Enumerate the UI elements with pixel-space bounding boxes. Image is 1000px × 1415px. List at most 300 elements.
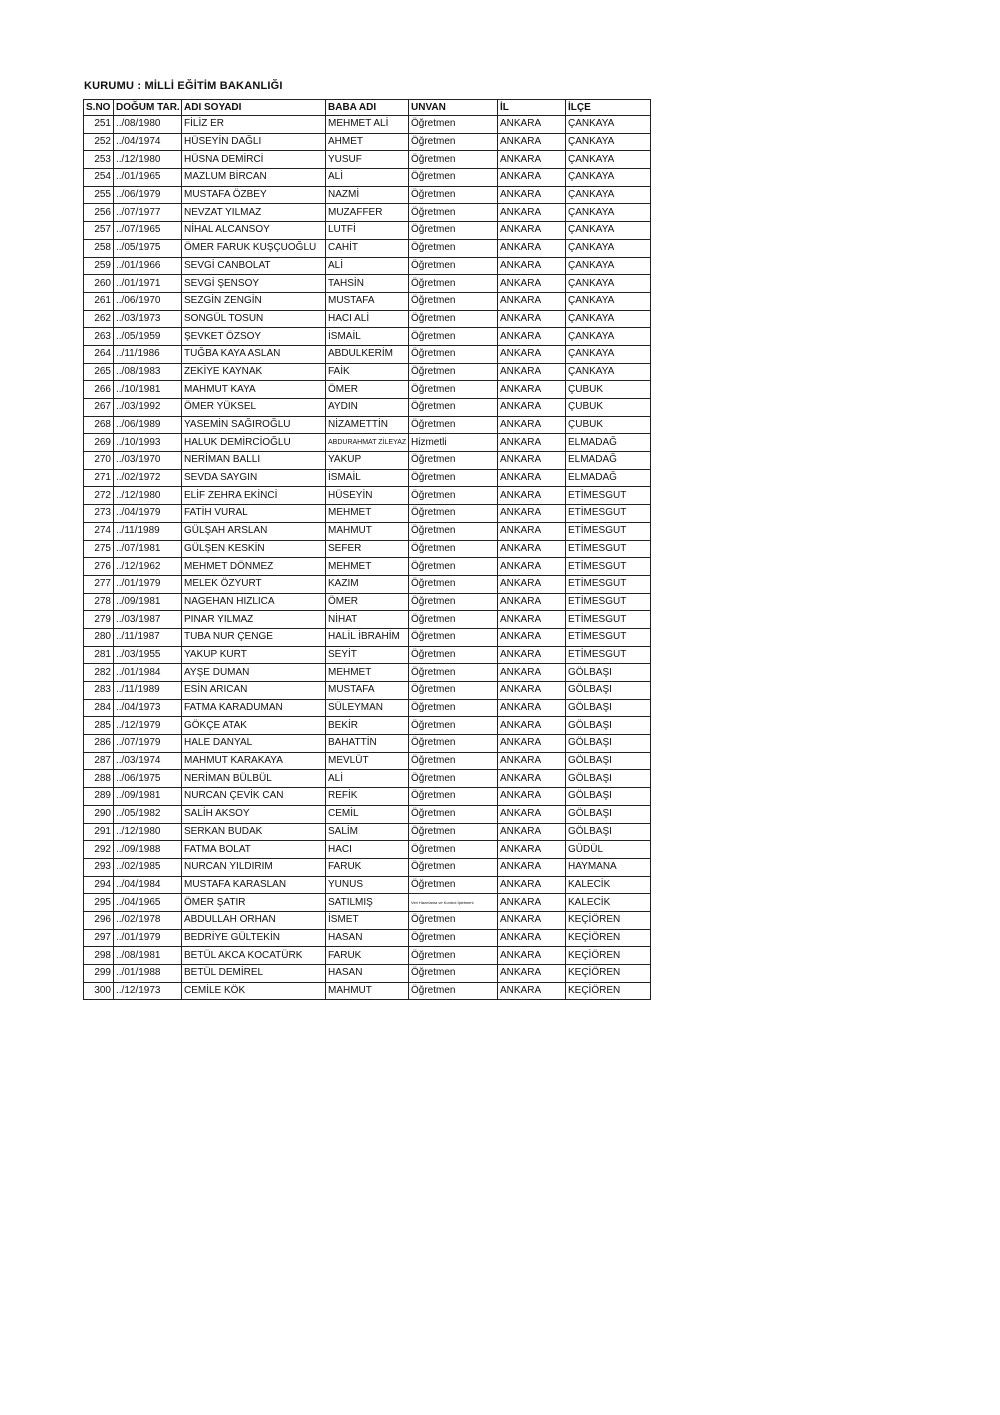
cell-father-name: FARUK <box>326 858 409 876</box>
cell-birth-date: ../03/1973 <box>114 310 182 328</box>
cell-district: ELMADAĞ <box>566 469 651 487</box>
cell-province: ANKARA <box>498 858 566 876</box>
cell-birth-date: ../03/1955 <box>114 646 182 664</box>
cell-district: ÇANKAYA <box>566 257 651 275</box>
header-province: İL <box>498 100 566 116</box>
cell-birth-date: ../11/1987 <box>114 628 182 646</box>
cell-province: ANKARA <box>498 505 566 523</box>
cell-district: ÇANKAYA <box>566 133 651 151</box>
cell-title: Öğretmen <box>409 169 498 187</box>
cell-province: ANKARA <box>498 699 566 717</box>
cell-birth-date: ../11/1986 <box>114 345 182 363</box>
cell-province: ANKARA <box>498 204 566 222</box>
cell-birth-date: ../02/1978 <box>114 911 182 929</box>
table-row <box>84 292 651 310</box>
cell-district: GÜDÜL <box>566 841 651 859</box>
cell-sno: 285 <box>84 717 114 735</box>
cell-full-name: SEVGİ ŞENSOY <box>182 275 326 293</box>
cell-full-name: AYŞE DUMAN <box>182 664 326 682</box>
cell-full-name: TUBA NUR ÇENGE <box>182 628 326 646</box>
cell-district: ETİMESGUT <box>566 646 651 664</box>
cell-birth-date: ../04/1984 <box>114 876 182 894</box>
cell-birth-date: ../01/1971 <box>114 275 182 293</box>
cell-sno: 297 <box>84 929 114 947</box>
cell-birth-date: ../09/1981 <box>114 593 182 611</box>
cell-full-name: ÖMER FARUK KUŞÇUOĞLU <box>182 239 326 257</box>
cell-full-name: MAHMUT KARAKAYA <box>182 752 326 770</box>
table-row <box>84 682 651 700</box>
table-row <box>84 876 651 894</box>
cell-birth-date: ../07/1981 <box>114 540 182 558</box>
cell-title: Öğretmen <box>409 522 498 540</box>
header-district: İLÇE <box>566 100 651 116</box>
cell-full-name: MELEK ÖZYURT <box>182 575 326 593</box>
cell-province: ANKARA <box>498 469 566 487</box>
cell-birth-date: ../11/1989 <box>114 522 182 540</box>
cell-full-name: FATMA BOLAT <box>182 841 326 859</box>
cell-father-name: SALİM <box>326 823 409 841</box>
cell-full-name: YAKUP KURT <box>182 646 326 664</box>
cell-father-name: İSMET <box>326 911 409 929</box>
cell-birth-date: ../05/1982 <box>114 805 182 823</box>
cell-province: ANKARA <box>498 363 566 381</box>
cell-province: ANKARA <box>498 682 566 700</box>
cell-sno: 270 <box>84 452 114 470</box>
cell-province: ANKARA <box>498 593 566 611</box>
cell-father-name: ABDURAHMAT ZİLEYAZ <box>326 434 409 452</box>
cell-father-name: ALİ <box>326 257 409 275</box>
cell-birth-date: ../05/1959 <box>114 328 182 346</box>
cell-title: Öğretmen <box>409 186 498 204</box>
cell-district: ETİMESGUT <box>566 628 651 646</box>
cell-province: ANKARA <box>498 239 566 257</box>
cell-province: ANKARA <box>498 186 566 204</box>
cell-birth-date: ../06/1970 <box>114 292 182 310</box>
table-row <box>84 381 651 399</box>
cell-title: Öğretmen <box>409 575 498 593</box>
cell-title: Öğretmen <box>409 823 498 841</box>
cell-birth-date: ../01/1984 <box>114 664 182 682</box>
cell-father-name: ALİ <box>326 770 409 788</box>
cell-full-name: HÜSEYİN DAĞLI <box>182 133 326 151</box>
cell-father-name: İSMAİL <box>326 328 409 346</box>
header-father-name: BABA ADI <box>326 100 409 116</box>
cell-birth-date: ../06/1989 <box>114 416 182 434</box>
table-row <box>84 257 651 275</box>
cell-father-name: MEVLÜT <box>326 752 409 770</box>
cell-sno: 278 <box>84 593 114 611</box>
cell-sno: 291 <box>84 823 114 841</box>
cell-full-name: HÜSNA DEMİRCİ <box>182 151 326 169</box>
cell-title: Öğretmen <box>409 947 498 965</box>
cell-province: ANKARA <box>498 770 566 788</box>
cell-sno: 284 <box>84 699 114 717</box>
cell-sno: 289 <box>84 788 114 806</box>
cell-birth-date: ../04/1973 <box>114 699 182 717</box>
cell-birth-date: ../07/1979 <box>114 735 182 753</box>
cell-birth-date: ../03/1970 <box>114 452 182 470</box>
cell-birth-date: ../12/1980 <box>114 823 182 841</box>
cell-sno: 299 <box>84 965 114 983</box>
cell-province: ANKARA <box>498 664 566 682</box>
table-row <box>84 151 651 169</box>
cell-district: GÖLBAŞI <box>566 699 651 717</box>
cell-birth-date: ../01/1979 <box>114 929 182 947</box>
cell-title: Öğretmen <box>409 133 498 151</box>
cell-sno: 256 <box>84 204 114 222</box>
table-row <box>84 699 651 717</box>
cell-birth-date: ../12/1962 <box>114 558 182 576</box>
cell-full-name: NURCAN YILDIRIM <box>182 858 326 876</box>
cell-sno: 276 <box>84 558 114 576</box>
cell-district: ÇANKAYA <box>566 275 651 293</box>
cell-title: Öğretmen <box>409 116 498 134</box>
cell-father-name: FAİK <box>326 363 409 381</box>
cell-father-name: HÜSEYİN <box>326 487 409 505</box>
cell-sno: 279 <box>84 611 114 629</box>
cell-title: Öğretmen <box>409 593 498 611</box>
cell-father-name: KAZIM <box>326 575 409 593</box>
table-row <box>84 416 651 434</box>
cell-district: ETİMESGUT <box>566 540 651 558</box>
cell-province: ANKARA <box>498 788 566 806</box>
cell-title: Öğretmen <box>409 363 498 381</box>
table-row <box>84 186 651 204</box>
cell-full-name: SEZGİN ZENGİN <box>182 292 326 310</box>
cell-district: KALECİK <box>566 894 651 912</box>
cell-province: ANKARA <box>498 116 566 134</box>
cell-sno: 267 <box>84 399 114 417</box>
table-row <box>84 858 651 876</box>
cell-title: Öğretmen <box>409 770 498 788</box>
cell-district: ETİMESGUT <box>566 558 651 576</box>
table-row <box>84 399 651 417</box>
cell-sno: 269 <box>84 434 114 452</box>
cell-sno: 255 <box>84 186 114 204</box>
cell-father-name: BEKİR <box>326 717 409 735</box>
cell-father-name: HASAN <box>326 965 409 983</box>
cell-title: Öğretmen <box>409 717 498 735</box>
cell-father-name: HACI <box>326 841 409 859</box>
table-row <box>84 841 651 859</box>
cell-father-name: TAHSİN <box>326 275 409 293</box>
cell-full-name: BEDRİYE GÜLTEKİN <box>182 929 326 947</box>
table-row <box>84 805 651 823</box>
cell-province: ANKARA <box>498 169 566 187</box>
cell-district: ÇANKAYA <box>566 186 651 204</box>
cell-title: Öğretmen <box>409 805 498 823</box>
cell-title: Öğretmen <box>409 929 498 947</box>
cell-birth-date: ../06/1979 <box>114 186 182 204</box>
cell-full-name: MEHMET DÖNMEZ <box>182 558 326 576</box>
cell-sno: 266 <box>84 381 114 399</box>
cell-province: ANKARA <box>498 540 566 558</box>
cell-full-name: NEVZAT YILMAZ <box>182 204 326 222</box>
cell-district: ÇANKAYA <box>566 204 651 222</box>
cell-province: ANKARA <box>498 611 566 629</box>
cell-district: ÇANKAYA <box>566 292 651 310</box>
cell-birth-date: ../09/1981 <box>114 788 182 806</box>
cell-full-name: YASEMİN SAĞIROĞLU <box>182 416 326 434</box>
cell-father-name: LUTFİ <box>326 222 409 240</box>
table-row <box>84 628 651 646</box>
cell-full-name: HALE DANYAL <box>182 735 326 753</box>
cell-father-name: YUSUF <box>326 151 409 169</box>
cell-district: GÖLBAŞI <box>566 682 651 700</box>
cell-district: GÖLBAŞI <box>566 735 651 753</box>
cell-birth-date: ../12/1980 <box>114 487 182 505</box>
cell-birth-date: ../02/1972 <box>114 469 182 487</box>
cell-sno: 254 <box>84 169 114 187</box>
cell-father-name: NAZMİ <box>326 186 409 204</box>
cell-title: Öğretmen <box>409 664 498 682</box>
cell-title: Öğretmen <box>409 788 498 806</box>
cell-full-name: ŞEVKET ÖZSOY <box>182 328 326 346</box>
cell-father-name: HALİL İBRAHİM <box>326 628 409 646</box>
cell-sno: 272 <box>84 487 114 505</box>
cell-district: ELMADAĞ <box>566 452 651 470</box>
cell-district: GÖLBAŞI <box>566 770 651 788</box>
cell-district: ÇANKAYA <box>566 116 651 134</box>
cell-title: Öğretmen <box>409 540 498 558</box>
cell-father-name: AYDIN <box>326 399 409 417</box>
cell-birth-date: ../03/1992 <box>114 399 182 417</box>
table-row <box>84 239 651 257</box>
cell-father-name: ABDULKERİM <box>326 345 409 363</box>
cell-province: ANKARA <box>498 275 566 293</box>
cell-province: ANKARA <box>498 752 566 770</box>
cell-sno: 293 <box>84 858 114 876</box>
cell-birth-date: ../01/1966 <box>114 257 182 275</box>
table-row <box>84 505 651 523</box>
cell-father-name: YAKUP <box>326 452 409 470</box>
header-full-name: ADI SOYADI <box>182 100 326 116</box>
cell-title: Öğretmen <box>409 982 498 1000</box>
cell-district: ETİMESGUT <box>566 487 651 505</box>
cell-father-name: HASAN <box>326 929 409 947</box>
cell-birth-date: ../12/1973 <box>114 982 182 1000</box>
cell-birth-date: ../07/1977 <box>114 204 182 222</box>
cell-sno: 281 <box>84 646 114 664</box>
cell-province: ANKARA <box>498 646 566 664</box>
cell-district: ÇUBUK <box>566 399 651 417</box>
table-row <box>84 522 651 540</box>
cell-father-name: FARUK <box>326 947 409 965</box>
cell-father-name: MEHMET <box>326 558 409 576</box>
cell-birth-date: ../10/1993 <box>114 434 182 452</box>
cell-father-name: REFİK <box>326 788 409 806</box>
cell-district: HAYMANA <box>566 858 651 876</box>
cell-father-name: BAHATTİN <box>326 735 409 753</box>
cell-title: Öğretmen <box>409 505 498 523</box>
cell-title: Öğretmen <box>409 628 498 646</box>
cell-birth-date: ../06/1975 <box>114 770 182 788</box>
table-row <box>84 487 651 505</box>
cell-district: KEÇİÖREN <box>566 929 651 947</box>
table-row <box>84 611 651 629</box>
table-row <box>84 894 651 912</box>
cell-father-name: MUSTAFA <box>326 292 409 310</box>
cell-father-name: İSMAİL <box>326 469 409 487</box>
cell-district: KEÇİÖREN <box>566 947 651 965</box>
cell-province: ANKARA <box>498 399 566 417</box>
cell-title: Öğretmen <box>409 416 498 434</box>
cell-title: Öğretmen <box>409 487 498 505</box>
cell-full-name: SALİH AKSOY <box>182 805 326 823</box>
cell-district: GÖLBAŞI <box>566 752 651 770</box>
cell-district: ÇANKAYA <box>566 222 651 240</box>
cell-full-name: BETÜL DEMİREL <box>182 965 326 983</box>
cell-sno: 300 <box>84 982 114 1000</box>
cell-sno: 294 <box>84 876 114 894</box>
cell-sno: 292 <box>84 841 114 859</box>
cell-full-name: ÖMER YÜKSEL <box>182 399 326 417</box>
cell-province: ANKARA <box>498 841 566 859</box>
cell-full-name: FATİH VURAL <box>182 505 326 523</box>
cell-father-name: YUNUS <box>326 876 409 894</box>
header-title: UNVAN <box>409 100 498 116</box>
table-row <box>84 558 651 576</box>
cell-father-name: MUSTAFA <box>326 682 409 700</box>
cell-sno: 283 <box>84 682 114 700</box>
cell-title: Veri Hazırlama ve Kontrol İşletmeni <box>409 894 498 912</box>
cell-province: ANKARA <box>498 982 566 1000</box>
cell-district: KALECİK <box>566 876 651 894</box>
cell-title: Öğretmen <box>409 452 498 470</box>
cell-province: ANKARA <box>498 434 566 452</box>
cell-province: ANKARA <box>498 416 566 434</box>
cell-province: ANKARA <box>498 381 566 399</box>
cell-title: Öğretmen <box>409 876 498 894</box>
table-row <box>84 363 651 381</box>
cell-sno: 262 <box>84 310 114 328</box>
cell-birth-date: ../04/1965 <box>114 894 182 912</box>
cell-father-name: CAHİT <box>326 239 409 257</box>
cell-province: ANKARA <box>498 522 566 540</box>
cell-title: Öğretmen <box>409 257 498 275</box>
table-row <box>84 133 651 151</box>
table-row <box>84 664 651 682</box>
cell-district: ÇANKAYA <box>566 151 651 169</box>
cell-father-name: CEMİL <box>326 805 409 823</box>
cell-province: ANKARA <box>498 965 566 983</box>
cell-district: ÇANKAYA <box>566 345 651 363</box>
cell-birth-date: ../01/1965 <box>114 169 182 187</box>
cell-district: ETİMESGUT <box>566 575 651 593</box>
cell-title: Öğretmen <box>409 558 498 576</box>
cell-sno: 280 <box>84 628 114 646</box>
cell-full-name: GÜLŞAH ARSLAN <box>182 522 326 540</box>
cell-title: Öğretmen <box>409 752 498 770</box>
table-row <box>84 788 651 806</box>
table-row <box>84 204 651 222</box>
cell-full-name: GÜLŞEN KESKİN <box>182 540 326 558</box>
cell-title: Öğretmen <box>409 204 498 222</box>
cell-sno: 265 <box>84 363 114 381</box>
table-row <box>84 452 651 470</box>
cell-full-name: ÖMER ŞATIR <box>182 894 326 912</box>
cell-father-name: MEHMET ALİ <box>326 116 409 134</box>
cell-sno: 251 <box>84 116 114 134</box>
cell-sno: 282 <box>84 664 114 682</box>
cell-full-name: ZEKİYE KAYNAK <box>182 363 326 381</box>
cell-full-name: SERKAN BUDAK <box>182 823 326 841</box>
cell-province: ANKARA <box>498 805 566 823</box>
cell-province: ANKARA <box>498 717 566 735</box>
cell-full-name: MAZLUM BİRCAN <box>182 169 326 187</box>
cell-title: Öğretmen <box>409 469 498 487</box>
cell-province: ANKARA <box>498 558 566 576</box>
table-row <box>84 345 651 363</box>
table-header-row <box>84 100 651 116</box>
cell-province: ANKARA <box>498 133 566 151</box>
table-row <box>84 947 651 965</box>
cell-title: Hizmetli <box>409 434 498 452</box>
cell-father-name: MAHMUT <box>326 522 409 540</box>
cell-birth-date: ../04/1974 <box>114 133 182 151</box>
cell-district: ÇUBUK <box>566 416 651 434</box>
cell-province: ANKARA <box>498 257 566 275</box>
cell-province: ANKARA <box>498 929 566 947</box>
cell-district: KEÇİÖREN <box>566 965 651 983</box>
cell-title: Öğretmen <box>409 858 498 876</box>
cell-province: ANKARA <box>498 575 566 593</box>
cell-district: GÖLBAŞI <box>566 717 651 735</box>
cell-province: ANKARA <box>498 894 566 912</box>
cell-birth-date: ../09/1988 <box>114 841 182 859</box>
cell-sno: 258 <box>84 239 114 257</box>
header-sno: S.NO <box>84 100 114 116</box>
cell-full-name: CEMİLE KÖK <box>182 982 326 1000</box>
cell-title: Öğretmen <box>409 699 498 717</box>
cell-district: ETİMESGUT <box>566 593 651 611</box>
cell-father-name: SEYİT <box>326 646 409 664</box>
cell-province: ANKARA <box>498 487 566 505</box>
cell-sno: 298 <box>84 947 114 965</box>
cell-title: Öğretmen <box>409 292 498 310</box>
cell-sno: 264 <box>84 345 114 363</box>
cell-province: ANKARA <box>498 823 566 841</box>
header-birth-date: DOĞUM TAR. <box>114 100 182 116</box>
cell-title: Öğretmen <box>409 399 498 417</box>
cell-sno: 259 <box>84 257 114 275</box>
cell-sno: 263 <box>84 328 114 346</box>
cell-father-name: MEHMET <box>326 664 409 682</box>
cell-sno: 273 <box>84 505 114 523</box>
cell-father-name: MAHMUT <box>326 982 409 1000</box>
cell-father-name: SEFER <box>326 540 409 558</box>
cell-sno: 253 <box>84 151 114 169</box>
cell-birth-date: ../04/1979 <box>114 505 182 523</box>
cell-father-name: ÖMER <box>326 593 409 611</box>
table-row <box>84 770 651 788</box>
cell-full-name: BETÜL AKCA KOCATÜRK <box>182 947 326 965</box>
cell-birth-date: ../03/1987 <box>114 611 182 629</box>
cell-title: Öğretmen <box>409 328 498 346</box>
cell-district: KEÇİÖREN <box>566 911 651 929</box>
table-row <box>84 752 651 770</box>
cell-title: Öğretmen <box>409 239 498 257</box>
cell-sno: 290 <box>84 805 114 823</box>
cell-province: ANKARA <box>498 345 566 363</box>
cell-full-name: HALUK DEMİRCİOĞLU <box>182 434 326 452</box>
cell-district: GÖLBAŞI <box>566 664 651 682</box>
cell-birth-date: ../02/1985 <box>114 858 182 876</box>
table-row <box>84 929 651 947</box>
cell-sno: 260 <box>84 275 114 293</box>
cell-title: Öğretmen <box>409 381 498 399</box>
cell-sno: 277 <box>84 575 114 593</box>
